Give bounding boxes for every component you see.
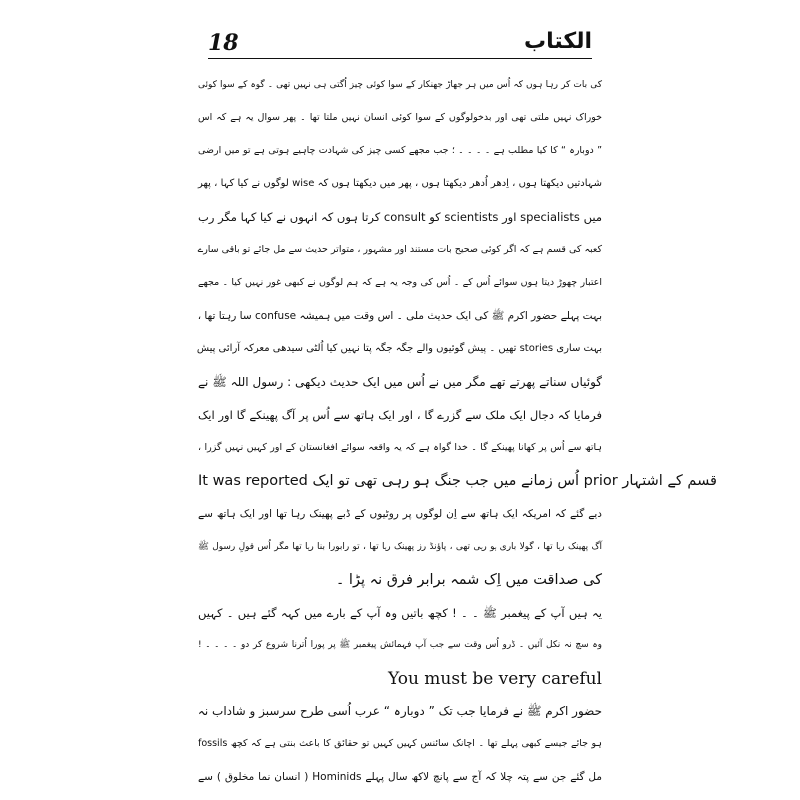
text-line: ” دوبارہ “ کا کیا مطلب ہے ۔ ۔ ۔ ۔ ؛ جب مجھے کسی چیز کی شہادت چاہیے ہوتی ہے تو میں ارضی xyxy=(198,145,602,156)
text-line: فرمایا کہ دجال ایک ملک سے گزرے گا ، اور ایک ہاتھ سے اُس پر آگ پھینکے گا اور ایک xyxy=(198,408,602,422)
english-heading: You must be very careful xyxy=(387,669,602,689)
text-line: کی بات کر رہا ہوں کہ اُس میں ہر جھاڑ جھنکار کے سوا کوئی چیز اُگتی ہی نہیں تھی ۔ گوہ کے سوا کوئی xyxy=(198,80,602,90)
page-number: 18 xyxy=(208,30,239,56)
text-line: بہت ساری stories تھیں ۔ پیش گوئیوں والے جگہ جگہ پتا نہیں کیا اُلٹی سیدھی معرکہ آرائی پیش xyxy=(196,343,602,354)
running-head: الکتاب xyxy=(524,29,592,54)
text-line: ہو جائے جیسے کبھی پہلے تھا ۔ اچانک سائنس کہیں کہیں تو حقائق کا باعث بنتی ہے کہ کچھ fossils xyxy=(198,738,602,749)
text-line: حضور اکرم ﷺ نے فرمایا جب تک ” دوبارہ “ عرب اُسی طرح سرسبز و شاداب نہ xyxy=(197,704,602,718)
text-line: مل گئے جن سے پتہ چلا کہ آج سے پانچ لاکھ سال پہلے Hominids ( انسان نما مخلوق ) سے xyxy=(198,771,602,783)
text-line: It was reported اُس زمانے میں جب جنگ ہو رہی تھی تو ایک prior قسم کے اشتہار xyxy=(198,473,717,489)
text-line: میں specialists اور scientists کو consult کرتا ہوں کہ انہوں نے کیا کہا مگر رب xyxy=(198,210,603,224)
text-line: یہ ہیں آپ کے پیغمبر ﷺ ۔ ۔ ! کچھ باتیں وہ آپ کے بارے میں کہہ گئے ہیں ۔ کہیں xyxy=(198,606,602,620)
text-line: کعبہ کی قسم ہے کہ اگر کوئی صحیح بات مستند اور مشہور ، متواتر حدیث سے مل جائے تو باقی سارے xyxy=(197,244,602,255)
text-line: کی صداقت میں اِک شمہ برابر فرق نہ پڑا ۔ xyxy=(335,572,602,588)
text-line: ہاتھ سے اُس پر کھانا پھینکے گا ۔ خدا گواہ ہے کہ یہ واقعہ سوائے افغانستان کے اور کہیں نہیں گزرا ، xyxy=(198,442,602,453)
text-line: خوراک نہیں ملتی تھی اور بدخولوگوں کے سوا کوئی انسان نہیں ملتا تھا ۔ پھر سوال یہ ہے کہ اس xyxy=(198,112,602,123)
text-line: اعتبار چھوڑ دیتا ہوں سوائے اُس کے ۔ اُس کی وجہ یہ ہے کہ ہم لوگوں نے کبھی غور نہیں کیا ۔ مجھے xyxy=(198,277,602,288)
text-line: دیے گئے کہ امریکہ ایک ہاتھ سے اِن لوگوں پر روٹیوں کے ڈبے پھینک رہا تھا اور ایک ہاتھ سے xyxy=(198,508,602,520)
text-line: بہت پہلے حضور اکرم ﷺ کی ایک حدیث ملی ۔ اس وقت میں ہمیشہ confuse سا رہتا تھا ، xyxy=(197,310,602,322)
text-line: گوئیاں سناتے پھرتے تھے مگر میں نے اُس میں ایک حدیث دیکھی : رسول اللہ ﷺ نے xyxy=(198,375,602,389)
text-line: آگ پھینک رہا تھا ، گولا باری ہو رہی تھی ، پاؤنڈ رز پھینک رہا تھا ، تو رابورا بنا رہا تھا مگر اُس قولِ رسول ﷺ xyxy=(198,542,602,552)
text-line: شہادتیں دیکھتا ہوں ، اِدھر اُدھر دیکھتا ہوں ، پھر میں دیکھتا ہوں کہ wise لوگوں نے کیا کہا ، پھر xyxy=(198,178,603,189)
text-line: وہ سچ نہ نکل آئیں ۔ ڈرو اُس وقت سے جب آپ فہمائش پیغمبر ﷺ پر پورا اُترنا شروع کر دو ۔ ۔ ۔ ۔ ! xyxy=(198,640,602,650)
header-rule xyxy=(208,58,592,59)
